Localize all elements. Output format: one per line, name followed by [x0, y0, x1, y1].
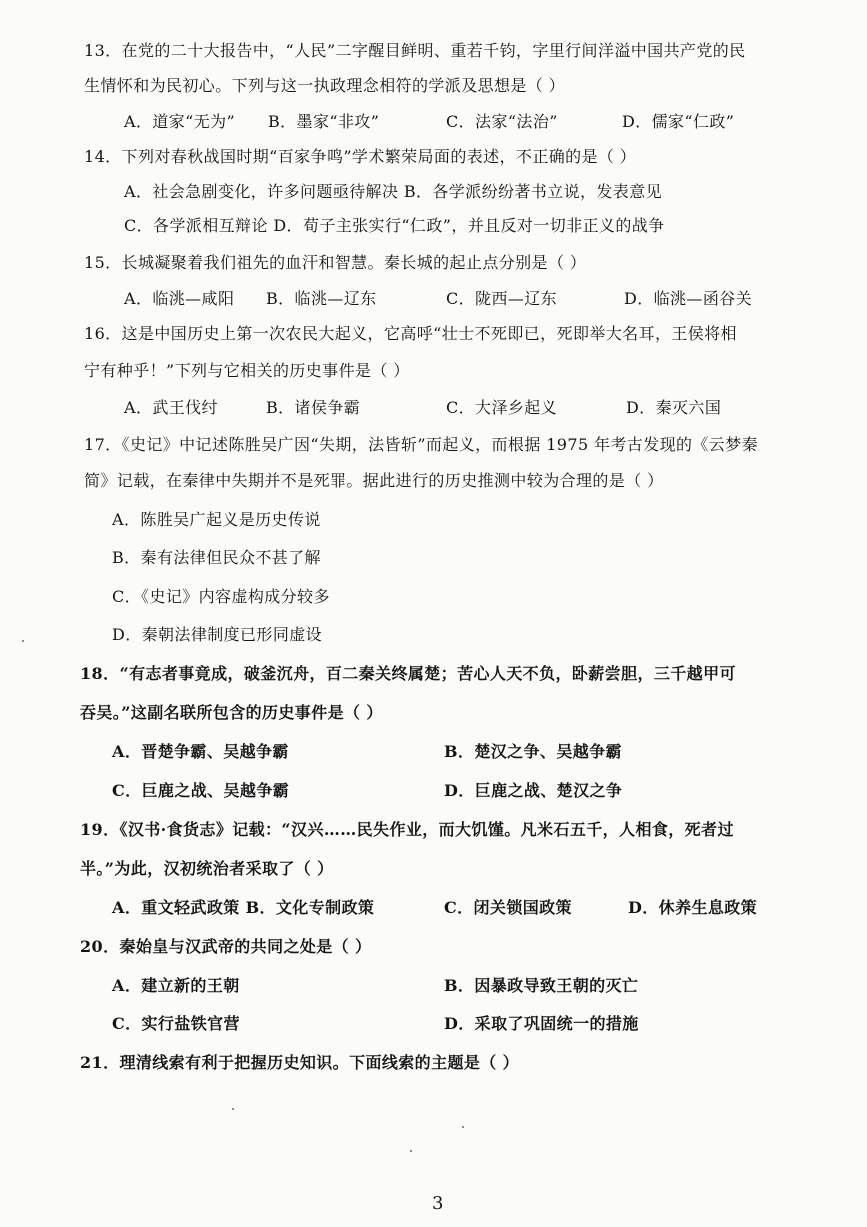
scan-speck	[462, 1126, 464, 1128]
q19-stem-line1: 19．《汉书·食货志》记载：“汉兴……民失作业，而大饥馑。凡米石五千，人相食，死者过	[80, 820, 734, 839]
q13-option-d: D．儒家“仁政”	[622, 112, 735, 131]
q18-stem-line1: 18．“有志者事竟成，破釜沉舟，百二秦关终属楚；苦心人天不负，卧薪尝胆，三千越甲可	[80, 664, 736, 683]
q17-stem-line2: 简》记载，在秦律中失期并不是死罪。据此进行的历史推测中较为合理的是（ ）	[84, 471, 664, 490]
q16-option-c: C．大泽乡起义	[446, 398, 558, 417]
q17-option-c: C．《史记》内容虚构成分较多	[112, 587, 330, 606]
q13-stem-line2: 生情怀和为民初心。下列与这一执政理念相符的学派及思想是（ ）	[84, 76, 566, 95]
q15-option-c: C．陇西—辽东	[446, 289, 558, 308]
q16-stem-line2: 宁有种乎！”下列与它相关的历史事件是（ ）	[84, 361, 410, 380]
q21-stem: 21．理清线索有利于把握历史知识。下面线索的主题是（ ）	[80, 1053, 520, 1072]
q17-option-b: B．秦有法律但民众不甚了解	[112, 548, 321, 567]
scan-speck	[232, 1108, 234, 1110]
q19-option-d: D．休养生息政策	[628, 898, 758, 917]
scan-speck	[22, 640, 24, 642]
q20-stem: 20．秦始皇与汉武帝的共同之处是（ ）	[80, 937, 372, 956]
q19-stem-line2: 半。”为此，汉初统治者采取了（ ）	[80, 859, 334, 878]
q16-option-b: B．诸侯争霸	[266, 398, 361, 417]
page-number: 3	[432, 1193, 444, 1214]
q20-option-d: D．采取了巩固统一的措施	[444, 1014, 639, 1033]
q18-stem-line2: 吞吴。”这副名联所包含的历史事件是（ ）	[80, 703, 383, 722]
q15-option-b: B．临洮—辽东	[266, 289, 377, 308]
q19-option-ab: A．重文轻武政策 B．文化专制政策	[112, 898, 375, 917]
q14-options-cd: C．各学派相互辩论 D．荀子主张实行“仁政”，并且反对一切非正义的战争	[124, 216, 665, 235]
q15-stem: 15．长城凝聚着我们祖先的血汗和智慧。秦长城的起止点分别是（ ）	[84, 253, 587, 272]
q13-stem-line1: 13．在党的二十大报告中，“人民”二字醒目鲜明、重若千钧，字里行间洋溢中国共产党的民	[84, 41, 746, 60]
q20-option-c: C．实行盐铁官营	[112, 1014, 240, 1033]
q15-option-d: D．临洮—函谷关	[624, 289, 753, 308]
q18-option-b: B．楚汉之争、吴越争霸	[444, 742, 622, 761]
q15-option-a: A．临洮—咸阳	[124, 289, 235, 308]
q17-option-d: D．秦朝法律制度已形同虚设	[112, 625, 323, 644]
q20-option-a: A．建立新的王朝	[112, 976, 240, 995]
q14-stem: 14．下列对春秋战国时期“百家争鸣”学术繁荣局面的表述，不正确的是（ ）	[84, 147, 637, 166]
q18-option-d: D．巨鹿之战、楚汉之争	[444, 781, 623, 800]
q13-option-b: B．墨家“非攻”	[268, 112, 380, 131]
q16-option-d: D．秦灭六国	[626, 398, 722, 417]
q16-stem-line1: 16．这是中国历史上第一次农民大起义，它高呼“壮士不死即已，死即举大名耳，王侯将相	[84, 324, 737, 343]
q17-option-a: A．陈胜吴广起义是历史传说	[112, 510, 321, 529]
q14-options-ab: A．社会急剧变化，许多问题亟待解决 B．各学派纷纷著书立说，发表意见	[124, 182, 662, 201]
scan-speck	[410, 1150, 412, 1152]
q18-option-a: A．晋楚争霸、吴越争霸	[112, 742, 289, 761]
q17-stem-line1: 17．《史记》中记述陈胜吴广因“失期，法皆斩”而起义，而根据 1975 年考古发现的《云梦秦	[84, 435, 759, 454]
q20-option-b: B．因暴政导致王朝的灭亡	[444, 976, 639, 995]
q16-option-a: A．武王伐纣	[124, 398, 218, 417]
q13-option-c: C．法家“法治”	[446, 112, 558, 131]
q18-option-c: C．巨鹿之战、吴越争霸	[112, 781, 290, 800]
q19-option-c: C．闭关锁国政策	[444, 898, 572, 917]
q13-option-a: A．道家“无为”	[124, 112, 236, 131]
